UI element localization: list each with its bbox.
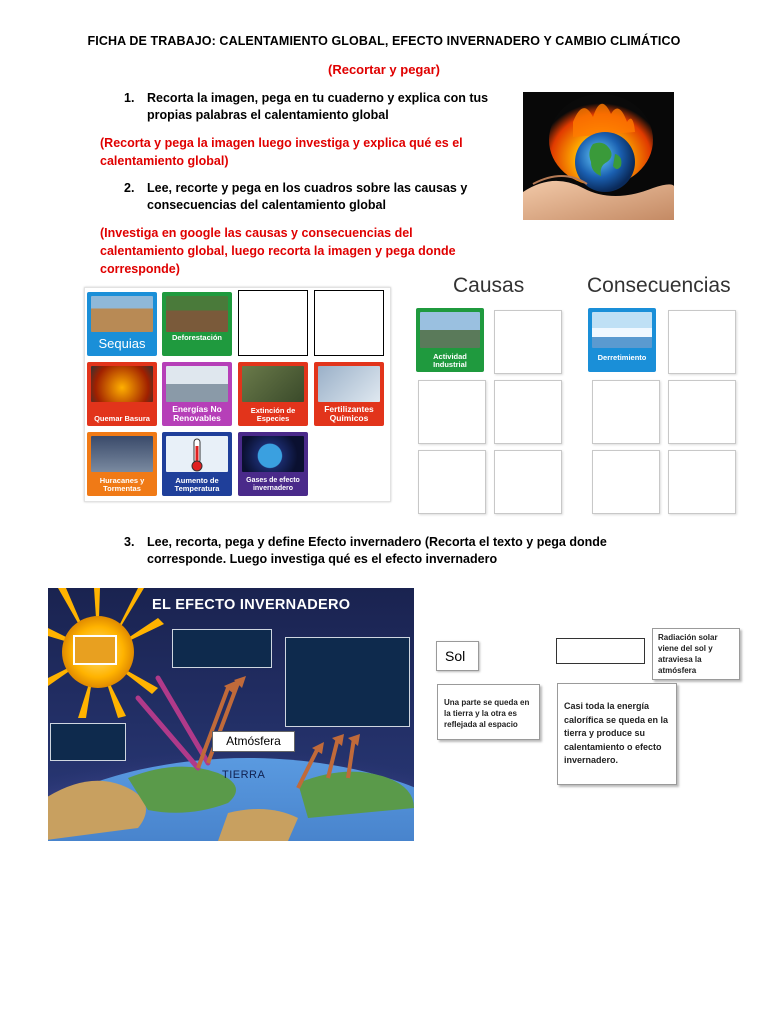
- tile-gases[interactable]: [238, 432, 308, 496]
- tile-huracanes[interactable]: [87, 432, 157, 496]
- storm-image: [91, 436, 153, 472]
- consecuencia-paste-box[interactable]: [668, 450, 736, 514]
- consecuencias-heading: Consecuencias: [587, 274, 731, 297]
- tile-gases-label: Gases de efecto invernadero: [246, 477, 300, 492]
- fertilizer-image: [318, 366, 380, 402]
- deforestation-image: [166, 296, 228, 332]
- empty-paste-box[interactable]: [314, 290, 384, 356]
- tile-aumento-label: Aumento de Temperatura: [174, 476, 220, 493]
- causas-heading: Causas: [453, 274, 525, 297]
- tile-fertilizantes[interactable]: [314, 362, 384, 426]
- card-radiacion[interactable]: [652, 628, 740, 680]
- tile-extincion-label: Extinción de Especies: [250, 406, 296, 423]
- power-plant-image: [166, 366, 228, 402]
- melting-ice-image: [592, 312, 652, 348]
- tile-deforestacion[interactable]: [162, 292, 232, 356]
- paste-box-navy[interactable]: [285, 637, 410, 727]
- causa-paste-box[interactable]: [418, 380, 486, 444]
- tile-quemar-basura[interactable]: [87, 362, 157, 426]
- card-casi[interactable]: [557, 683, 677, 785]
- consecuencia-derretimiento-label: Derretimiento: [597, 353, 647, 362]
- empty-paste-box[interactable]: [238, 290, 308, 356]
- blank-paste-card[interactable]: [556, 638, 645, 664]
- causa-paste-box[interactable]: [418, 450, 486, 514]
- causa-paste-box[interactable]: [494, 310, 562, 374]
- instruction-2-number: 2.: [124, 181, 135, 195]
- greenhouse-effect-diagram: [48, 588, 414, 841]
- tile-quemar-basura-label: Quemar Basura: [94, 414, 150, 423]
- tile-energias[interactable]: [162, 362, 232, 426]
- paste-box-navy[interactable]: [172, 629, 272, 668]
- causes-consequences-tiles: [84, 287, 391, 502]
- causa-actividad-industrial[interactable]: [416, 308, 484, 372]
- causa-paste-box[interactable]: [494, 450, 562, 514]
- card-sol-text: Sol: [445, 648, 466, 664]
- card-casi-text: Casi toda la energía calorífica se queda en la tierra y produce su calentamiento o efecto invernadero.: [564, 701, 669, 765]
- instruction-1-number: 1.: [124, 91, 135, 105]
- instruction-2: [124, 180, 504, 214]
- card-radiacion-text: Radiación solar viene del sol y atraviesa la atmósfera: [658, 633, 718, 675]
- instruction-3: [124, 534, 684, 568]
- instruction-1-text: Recorta la imagen, pega en tu cuaderno y explica con tus propias palabras el calentamiento global: [147, 91, 489, 122]
- tile-huracanes-label: Huracanes y Tormentas: [99, 476, 145, 493]
- instruction-3-text: Lee, recorta, pega y define Efecto invernadero (Recorta el texto y pega donde corresponde. Luego investiga qué es el efecto invernadero: [147, 535, 607, 566]
- tierra-label: TIERRA: [222, 769, 266, 781]
- atmosfera-label: Atmósfera: [212, 731, 295, 752]
- consecuencia-derretimiento[interactable]: [588, 308, 656, 372]
- consecuencia-paste-box[interactable]: [592, 380, 660, 444]
- tile-energias-label: Energías No Renovables: [172, 404, 222, 423]
- paste-box-navy[interactable]: [50, 723, 126, 761]
- tile-sequias[interactable]: [87, 292, 157, 356]
- greenhouse-title: EL EFECTO INVERNADERO: [152, 597, 351, 613]
- consecuencia-paste-box[interactable]: [592, 450, 660, 514]
- instruction-2-text: Lee, recorte y pega en los cuadros sobre las causas y consecuencias del calentamiento global: [147, 181, 468, 212]
- tile-fertilizantes-label: Fertilizantes Químicos: [324, 404, 374, 423]
- tile-extincion[interactable]: [238, 362, 308, 426]
- note-2: (Investiga en google las causas y consecuencias del calentamiento global, luego recorta la imagen y pega donde corresponde): [100, 226, 456, 276]
- consecuencia-paste-box[interactable]: [668, 310, 736, 374]
- consecuencia-paste-box[interactable]: [668, 380, 736, 444]
- species-image: [242, 366, 304, 402]
- drought-image: [91, 296, 153, 332]
- instruction-3-number: 3.: [124, 535, 135, 549]
- card-parte-text: Una parte se queda en la tierra y la otra es reflejada al espacio: [444, 698, 530, 729]
- earth-in-hand-image: [523, 92, 674, 220]
- card-parte[interactable]: [437, 684, 540, 740]
- tile-aumento[interactable]: [162, 432, 232, 496]
- factory-image: [420, 312, 480, 348]
- causa-paste-box[interactable]: [494, 380, 562, 444]
- tile-sequias-label: Sequias: [98, 336, 146, 351]
- worksheet-title: FICHA DE TRABAJO: CALENTAMIENTO GLOBAL, EFECTO INVERNADERO Y CAMBIO CLIMÁTICO: [87, 34, 681, 48]
- worksheet-subtitle: (Recortar y pegar): [328, 62, 440, 77]
- card-sol[interactable]: [436, 641, 479, 671]
- instruction-1: [124, 90, 504, 124]
- causa-actividad-industrial-label: Actividad Industrial: [433, 352, 467, 369]
- note-1: (Recorta y pega la imagen luego investiga y explica qué es el calentamiento global): [100, 136, 463, 168]
- burning-trash-image: [91, 366, 153, 402]
- tile-deforestacion-label: Deforestación: [171, 333, 222, 342]
- greenhouse-gas-image: [242, 436, 304, 472]
- thermometer-image: [166, 436, 228, 472]
